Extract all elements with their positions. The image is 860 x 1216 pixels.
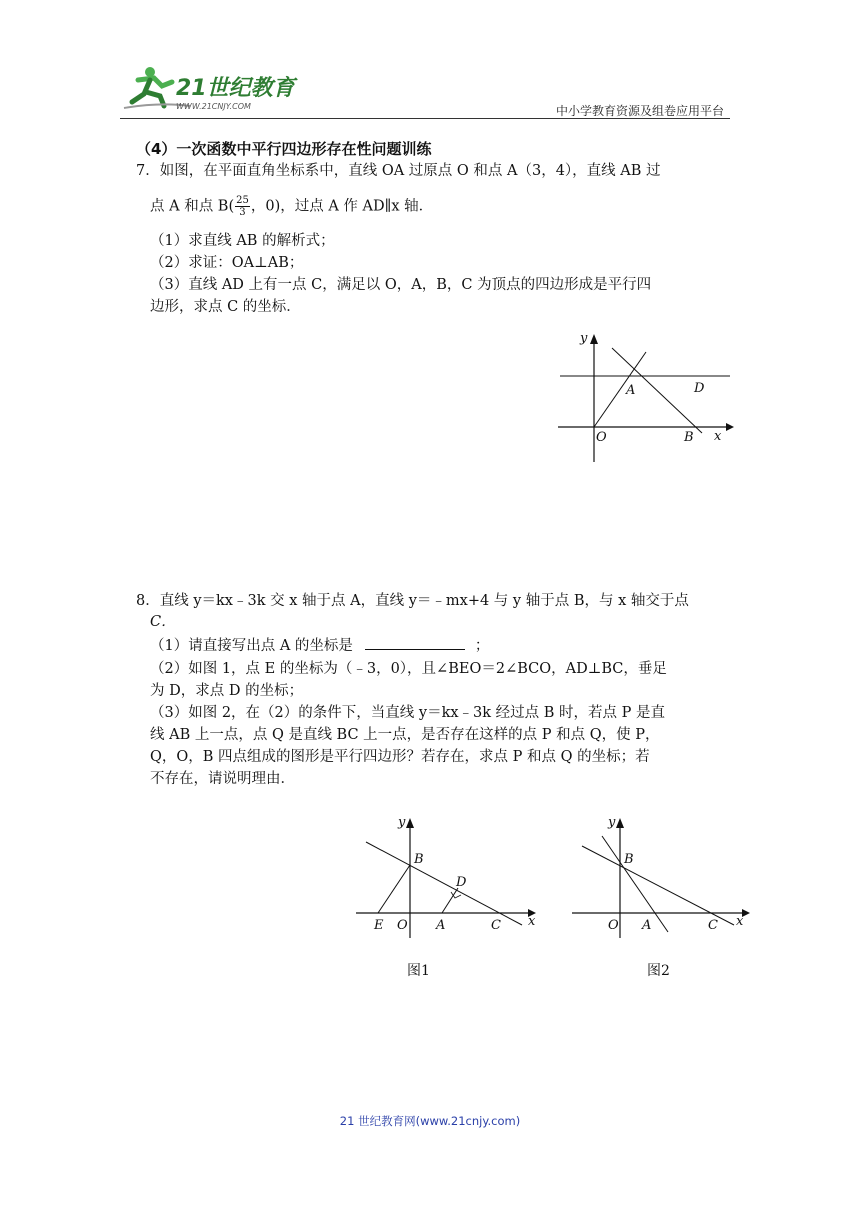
q7-sub1: （1）求直线 AB 的解析式； xyxy=(150,233,335,249)
line-oa xyxy=(594,352,646,427)
q7-sub3a: （3）直线 AD 上有一点 C，满足以 O，A，B，C 为顶点的四边形成是平行四 xyxy=(150,277,652,293)
q8-figure-2 xyxy=(566,808,766,952)
y-axis-arrow-icon xyxy=(616,818,624,828)
q8-sub3d: 不存在，请说明理由． xyxy=(150,771,295,787)
q8-line2: C． xyxy=(150,614,176,630)
fig1-label-e: E xyxy=(374,918,384,933)
y-axis-arrow-icon xyxy=(406,818,414,828)
q7-fraction: $\frac{25}{3}$ xyxy=(236,195,249,218)
header-divider xyxy=(120,118,730,119)
fig1-label-x: x xyxy=(528,914,536,929)
fig1-label-c: C xyxy=(491,918,501,933)
fig2-caption: 图2 xyxy=(647,963,670,979)
fig1-label-b: B xyxy=(414,852,424,867)
q7-label-o: O xyxy=(596,430,607,445)
logo-runner-icon xyxy=(120,62,300,114)
q7-figure xyxy=(550,320,740,474)
q8-sub1-pre: （1）请直接写出点 A 的坐标是 xyxy=(150,638,353,654)
q7-sub3b: 边形，求点 C 的坐标． xyxy=(150,299,301,315)
footer-link[interactable]: 21 世纪教育网(www.21cnjy.com) xyxy=(339,1114,521,1128)
q7-line2-pre: 点 A 和点 B( xyxy=(150,198,235,215)
fig1-caption: 图1 xyxy=(407,963,430,979)
svg-text:WWW.21CNJY.COM: WWW.21CNJY.COM xyxy=(176,102,251,111)
q7-label-b: B xyxy=(684,430,694,445)
q7-line2 xyxy=(150,195,433,218)
q7-sub2: （2）求证：OA⊥AB； xyxy=(150,255,304,271)
q7-label-d: D xyxy=(694,381,705,396)
fig1-label-o: O xyxy=(397,918,408,933)
fig2-label-a: A xyxy=(642,918,652,933)
q7-label-y: y xyxy=(580,331,588,346)
q8-sub3c: Q，O，B 四点组成的图形是平行四边形？若存在，求点 P 和点 Q 的坐标；若 xyxy=(150,749,650,765)
q8-sub3a: （3）如图 2，在（2）的条件下，当直线 y＝kx﹣3k 经过点 B 时，若点 P 是直 xyxy=(150,705,666,721)
q8-sub2a: （2）如图 1，点 E 的坐标为（﹣3，0），且∠BEO＝2∠BCO，AD⊥BC，垂足 xyxy=(150,661,667,677)
platform-name: 中小学教育资源及组卷应用平台 xyxy=(555,104,724,118)
q8-sub1-post: ； xyxy=(474,638,490,654)
answer-blank[interactable] xyxy=(365,636,465,650)
fig2-label-x: x xyxy=(736,914,744,929)
q8-line1: 8．直线 y＝kx﹣3k 交 x 轴于点 A，直线 y＝﹣mx+4 与 y 轴于点 B，与 x 轴交于点 xyxy=(136,593,689,609)
q7-label-x: x xyxy=(714,429,722,444)
fig2-label-c: C xyxy=(708,918,718,933)
page-header xyxy=(120,62,730,120)
site-logo xyxy=(120,62,300,114)
fig2-label-b: B xyxy=(624,852,634,867)
q8-sub1 xyxy=(150,636,489,657)
q7-line1: 7．如图，在平面直角坐标系中，直线 OA 过原点 O 和点 A（3，4），直线 AB 过 xyxy=(136,163,661,179)
fig2-label-y: y xyxy=(608,815,616,830)
fig1-label-d: D xyxy=(456,875,467,890)
y-axis-arrow-icon xyxy=(590,334,598,344)
fig1-label-a: A xyxy=(436,918,446,933)
q8-figure-1 xyxy=(350,808,550,952)
section-title: （4）一次函数中平行四边形存在性问题训练 xyxy=(136,140,432,158)
x-axis-arrow-icon xyxy=(726,423,734,431)
q8-sub3b: 线 AB 上一点，点 Q 是直线 BC 上一点，是否存在这样的点 P 和点 Q，使 P， xyxy=(150,727,660,743)
fig1-label-y: y xyxy=(398,815,406,830)
q7-line2-post: ，0)，过点 A 作 AD∥x 轴． xyxy=(250,198,434,215)
svg-text:21世纪教育: 21世纪教育 xyxy=(176,76,295,101)
fig2-label-o: O xyxy=(608,918,619,933)
q8-sub2b: 为 D，求点 D 的坐标； xyxy=(150,683,304,699)
q7-label-a: A xyxy=(626,383,636,398)
segment-ad xyxy=(442,888,458,913)
segment-eb xyxy=(378,865,410,913)
